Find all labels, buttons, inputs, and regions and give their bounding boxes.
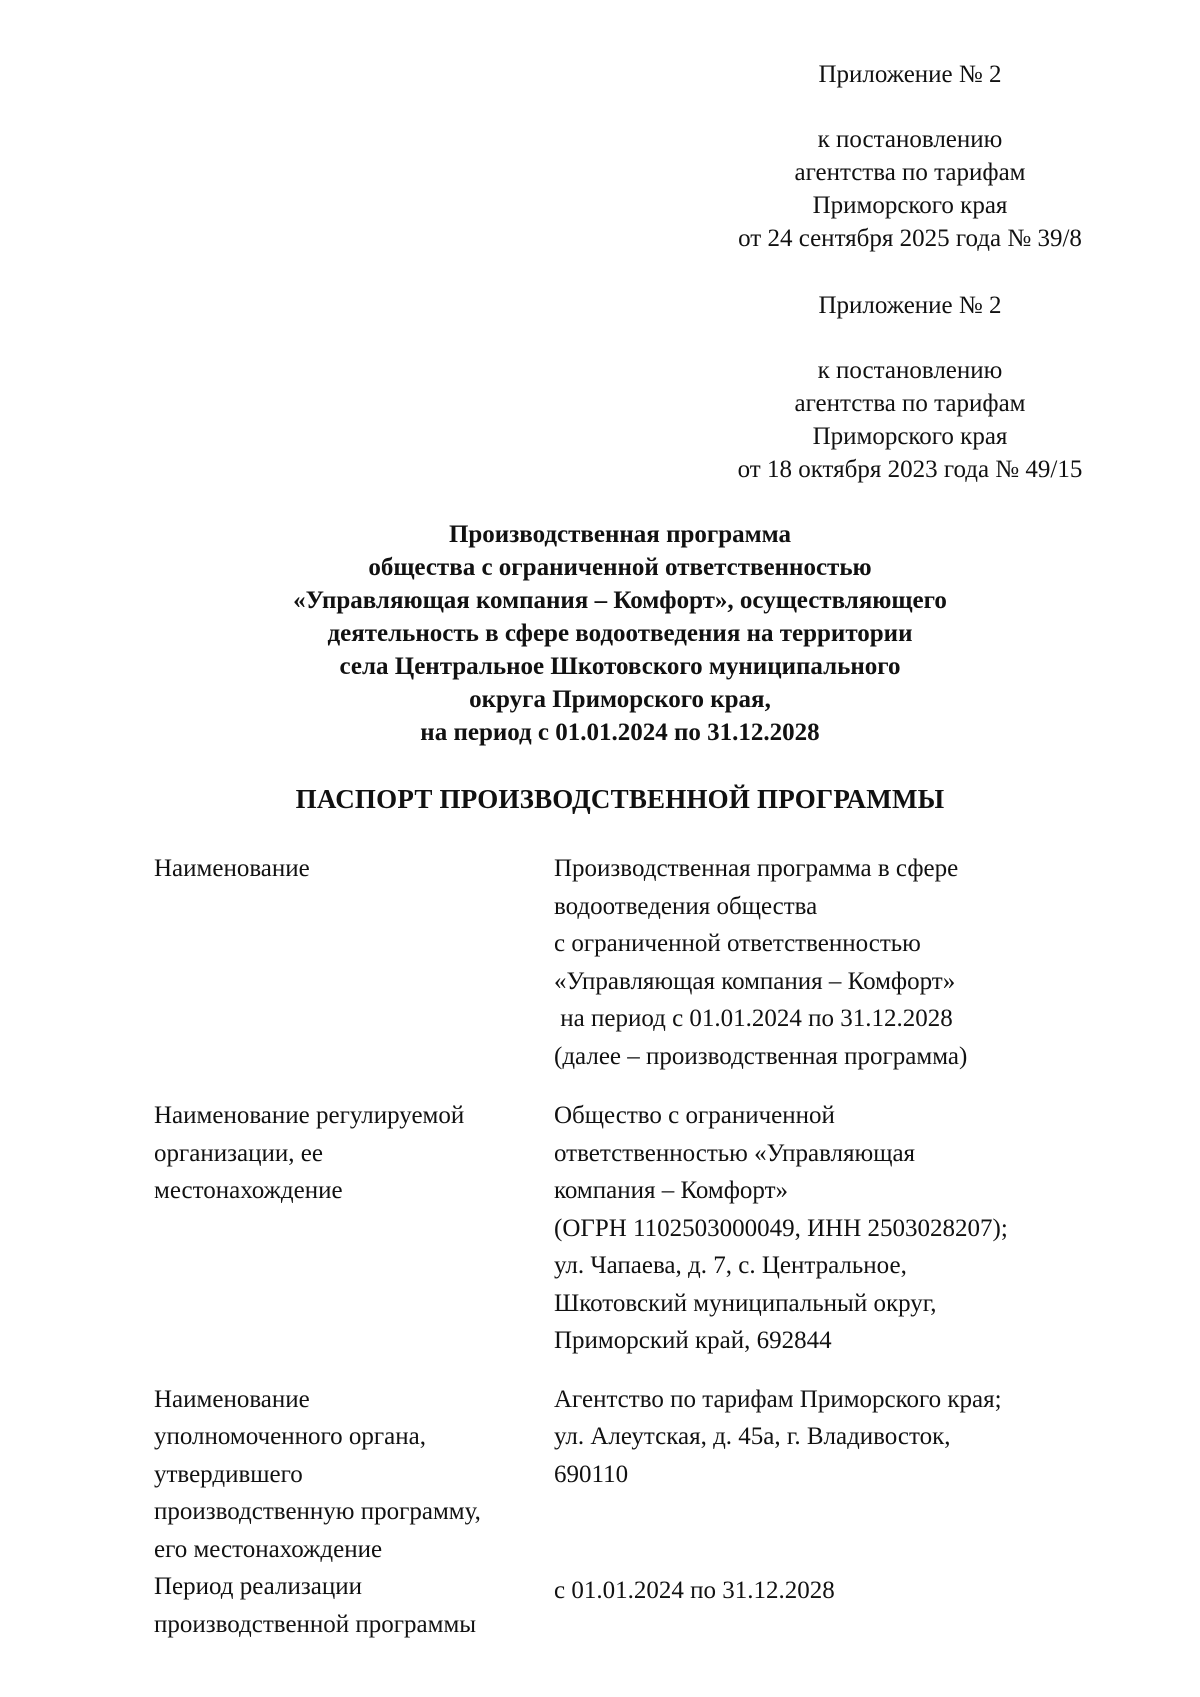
passport-table (154, 850, 1114, 1643)
value-line: (далее – производственная программа) (554, 1042, 968, 1070)
passport-row-period (154, 1568, 1114, 1643)
appendix-current-date: от 24 сентября 2025 года № 39/8 (738, 225, 1082, 252)
heading-line: Производственная программа (448, 521, 792, 548)
passport-row-authority (154, 1381, 1114, 1569)
value-line: Шкотовский муниципальный округ, (554, 1289, 937, 1317)
appendix-previous-title: Приложение № 2 (818, 292, 1002, 319)
value-line: ответственностью «Управляющая (554, 1139, 916, 1167)
label-line: производственной программы (154, 1610, 477, 1638)
heading-line: общества с ограниченной ответственностью (368, 554, 872, 581)
value-line: ул. Чапаева, д. 7, с. Центральное, (554, 1252, 907, 1279)
appendix-current (690, 58, 1130, 255)
value-line: 690110 (554, 1460, 629, 1488)
value-line: компания – Комфорт» (554, 1177, 789, 1204)
value-line: Агентство по тарифам Приморского края; (554, 1385, 1002, 1413)
value-line: водоотведения общества (554, 892, 818, 920)
label-line: его местонахождение (154, 1535, 383, 1563)
label-line: Период реализации (154, 1573, 362, 1600)
appendix-previous-line: к постановлению (817, 357, 1003, 384)
passport-row-label (154, 1097, 554, 1360)
passport-row-value (554, 1381, 1114, 1569)
label-line: Наименование (154, 1385, 310, 1413)
value-line: «Управляющая компания – Комфорт» (554, 967, 956, 995)
heading-line: села Центральное Шкотовского муниципального (339, 653, 901, 680)
passport-row-label (154, 1381, 554, 1569)
appendix-previous-line: агентства по тарифам (794, 390, 1026, 417)
heading-line: округа Приморского края, (469, 686, 771, 713)
value-line: (ОГРН 1102503000049, ИНН 2503028207); (554, 1214, 1008, 1242)
appendix-current-title: Приложение № 2 (818, 61, 1002, 88)
value-line: на период с 01.01.2024 по 31.12.2028 (554, 1005, 953, 1032)
value-line: Приморский край, 692844 (554, 1327, 832, 1354)
passport-row-organization (154, 1097, 1114, 1360)
appendix-current-line: агентства по тарифам (794, 159, 1026, 186)
label-line: уполномоченного органа, (154, 1423, 426, 1450)
passport-row-label (154, 1568, 554, 1643)
value-line: ул. Алеутская, д. 45а, г. Владивосток, (554, 1423, 951, 1450)
appendix-previous-date: от 18 октября 2023 года № 49/15 (737, 456, 1083, 483)
value-line: Производственная программа в сфере (554, 855, 959, 882)
appendix-current-line: к постановлению (817, 126, 1003, 153)
value-line: с 01.01.2024 по 31.12.2028 (554, 1577, 835, 1604)
passport-row-value (554, 1097, 1114, 1360)
appendix-previous-line: Приморского края (812, 423, 1008, 450)
label-line: производственную программу, (154, 1498, 481, 1525)
passport-row-value (554, 850, 1114, 1075)
heading-line: деятельность в сфере водоотведения на территории (327, 620, 913, 647)
heading-line: «Управляющая компания – Комфорт», осуществляющего (293, 587, 947, 614)
heading-line: на период с 01.01.2024 по 31.12.2028 (420, 719, 820, 746)
label-line: местонахождение (154, 1177, 343, 1204)
passport-row-name (154, 850, 1114, 1075)
appendix-current-line: Приморского края (812, 192, 1008, 219)
label-line: утвердившего (154, 1460, 303, 1488)
label-line: организации, ее (154, 1139, 323, 1167)
label-line: Наименование регулируемой (154, 1102, 465, 1129)
program-heading (130, 518, 1110, 749)
passport-title: ПАСПОРТ ПРОИЗВОДСТВЕННОЙ ПРОГРАММЫ (295, 784, 945, 814)
passport-row-label (154, 850, 554, 1075)
value-line: с ограниченной ответственностью (554, 930, 921, 957)
label-line: Наименование (154, 855, 310, 882)
appendix-previous (690, 289, 1130, 486)
passport-row-value (554, 1568, 1114, 1643)
value-line: Общество с ограниченной (554, 1102, 835, 1129)
